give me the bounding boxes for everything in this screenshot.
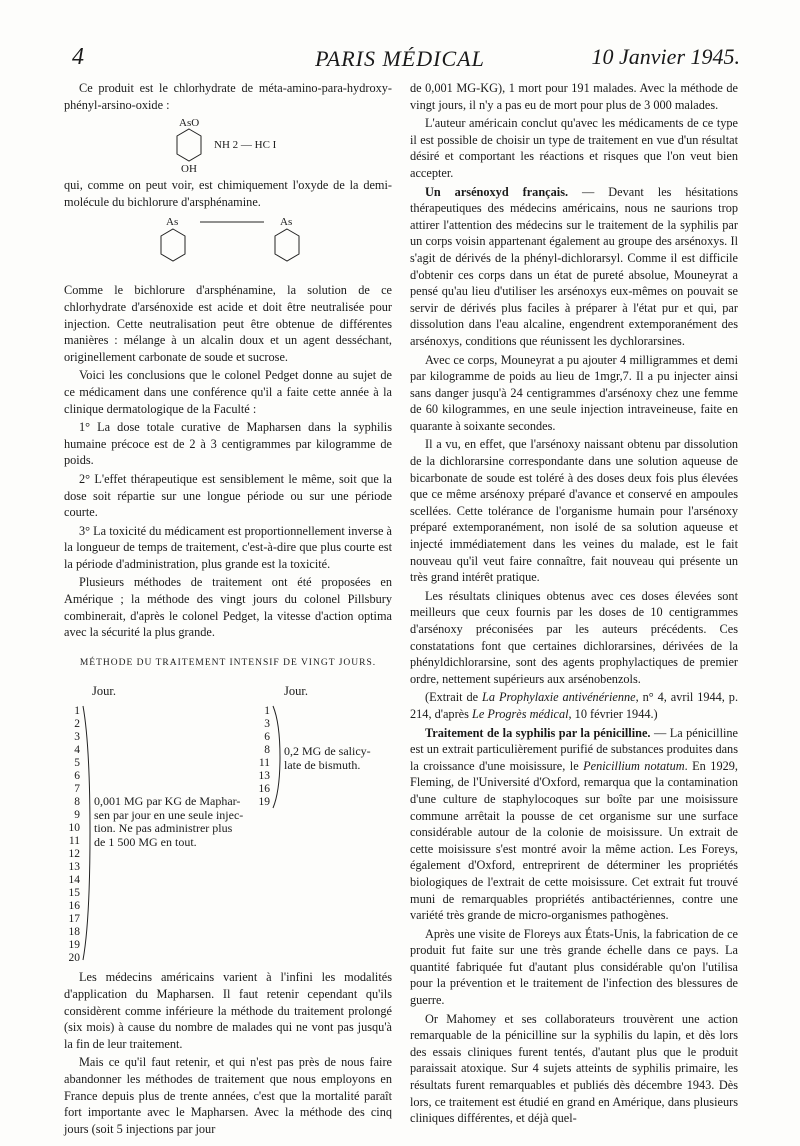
formula-label-bottom: OH — [181, 163, 197, 176]
formula-arsphenamine — [64, 214, 392, 280]
paragraph-text: — La pénicilline est un extrait particulièrement purifié de substances produites dans la croissance d'une moisissure, le — [410, 725, 739, 773]
section-heading: Un arsénoxyd français. — [425, 184, 569, 199]
bracket-left — [82, 705, 92, 961]
formula-arsenoxide — [64, 115, 392, 176]
reference — [410, 689, 738, 722]
left-column — [64, 80, 392, 1139]
paragraph-penicillin — [410, 725, 738, 924]
paragraph: de 0,001 MG-KG), 1 mort pour 191 malades. Avec la méthode de vingt jours, il n'y a pas eu de mort pour plus de 3 000 malades. — [410, 81, 738, 112]
paragraph: Voici les conclusions que le colonel Pedget donne au sujet de ce médicament dans une conférence qu'il a faite cette année à la clinique dermatologique de la Faculté : — [64, 368, 392, 416]
paragraph: Avec ce corps, Mouneyrat a pu ajouter 4 milligrammes et demi par kilogramme de poids au lieu de 1mgr,7. Il a pu injecter ainsi sans danger jusqu'à 24 centigrammes d'arsénoxy chez une femme de 60 kilogrammes, en une seule injection intraveineuse, faite en quarante à soixante secondes. — [410, 352, 738, 433]
benzene-ring — [176, 128, 202, 162]
paragraph: Après une visite de Floreys aux États-Unis, la fabrication de ce produit fut faite sur une très grande échelle dans ce pays. La quantité fabriquée fut d'autant plus considérable qu'on l'utilisa pour la prévention et le traitement de l'infection des blessures de guerre. — [410, 926, 738, 1008]
paragraph: 2° L'effet thérapeutique est sensiblement le même, soit que la dose soit répartie sur une longue période ou sur une période courte. — [64, 471, 392, 520]
jour-label-right: Jour. — [284, 684, 308, 699]
paragraph: Les médecins américains varient à l'infini les modalités d'application du Mapharsen. Il faut retenir cependant qu'ils considèrent comme inférieure la méthode du traitement prolongé (six mois) à cause du nombre de malades qui ne vont pas jusqu'à la fin de leur traitement. — [64, 970, 392, 1051]
benzene-ring — [274, 228, 300, 262]
paragraph-text: . En 1929, Fleming, de l'Université d'Oxford, remarqua que la contamination d'une culture de staphylocoques sur boîte par une moisissure commune arrêtait la pousse de cet organisme sur une surface considérable autour de la colonie de moisissure. Un extrait de cette moisissure s'est montré avoir la même action. Les Foreys, également d'Oxford, entreprirent de déterminer les propriétés biologiques de l'extrait de cette moisissure. Cet extrait fut trouvé muni de remarquables propriétés antibactériennes, contre une variété très grande de micro-organismes pathogènes. — [410, 758, 738, 923]
paragraph-text: — Devant les hésitations thérapeutiques des médecins américains, nous ne saurions trop attirer l'attention des médecins sur le traitement de la syphilis par un corps voisin appartenant également au groupe des arsénoxys. Il s'agit de dérivés de la phényl-dichlorarsyl. Comme il est difficile d'obtenir ces corps dans un état de pureté absolue, Mouneyrat a pensé qu'au lieu d'utiliser les arsénoxys eux-mêmes on pouvait se servir de dérivés plus faciles à préparer à l'état pur et qui, par dissolution dans l'eau alcaline, engendrent extemporanément des arsénoxys, conditions que réunissent les dychlorarsines. — [410, 184, 738, 348]
paragraph: Comme le bichlorure d'arsphénamine, la solution de ce chlorhydrate d'arsénoxide est acide et doit être neutralisée pour injection. Cette neutralisation peut être obtenue de différentes manières : mélange à un alcalin doux et un agent desséchant, originellement carbonate de soude et sucrose. — [64, 283, 392, 364]
page-header — [60, 44, 740, 74]
ref-journal: Le Progrès médical — [471, 706, 569, 721]
day-list-right: 1 3 6 8 11 13 16 19 — [258, 705, 270, 809]
paragraph: Ce produit est le chlorhydrate de méta-amino-para-hydroxy-phényl-arsino-oxide : — [64, 81, 392, 112]
paragraph: Il a vu, en effet, que l'arsénoxy naissant obtenu par dissolution de la dichlorarsine correspondante dans une solution aqueuse de bicarbonate de soude est toléré à des doses deux fois plus élevées que ce même arsénoxy préparé d'avance et conservé en ampoules scellées. Cette tolérance de l'organisme humain pour l'arsénoxy préparé extemporanément, non isolé de sa solution aqueuse et injecté immédiatement dans les veines du malade, est le fait nouveau qu'il veut faire connaître, fait nouveau qui présente un très grand intérêt pratique. — [410, 437, 738, 585]
ref-text: (Extrait de — [425, 690, 483, 705]
bracket-right — [272, 705, 282, 809]
page-number: 4 — [72, 44, 84, 70]
formula-label-left: As — [166, 216, 179, 229]
jour-label-left: Jour. — [92, 684, 116, 699]
ref-journal: La Prophylaxie antivénérienne — [482, 690, 636, 705]
formula-label-right: NH 2 — HC I — [214, 139, 277, 152]
issue-date: 10 Janvier 1945. — [591, 44, 740, 69]
right-column — [410, 80, 738, 1129]
ref-text: , n° 4, avril 1944, p. 214, d'après — [410, 690, 739, 721]
paragraph: Or Mahomey et ses collaborateurs trouvèrent une action remarquable de la pénicilline sur la syphilis du lapin, et dès lors des essais cliniques furent tentés, d'autant plus que le produit paraissait atoxique. Sur 4 sujets atteints de syphilis primaire, les résultats furent remarquables et publiés dès décembre 1943. Dès lors, ce traitement est étudié en grand en Amérique, dans plusieurs cliniques différentes, et déjà quel- — [410, 1011, 738, 1126]
paragraph: Les résultats cliniques obtenus avec ces doses élevées sont meilleurs que ceux fournis par les doses de 10 centigrammes d'arsénoxy préconisées par les auteurs précédents. Ces constatations font que certaines dichlorarsines, dérivées de la phényldichlorarsine, sont des agents prophylactiques de premier ordre, nettement supérieurs aux arsénobenzols. — [410, 588, 738, 686]
paragraph: L'auteur américain conclut qu'avec les médicaments de ce type il est possible de choisir un type de traitement en vue d'un résultat désiré et comportant les réactions et risques que l'on veut bien accepter. — [410, 116, 738, 180]
journal-title: PARIS MÉDICAL — [315, 46, 485, 71]
section-heading: Traitement de la syphilis par la pénicilline. — [425, 725, 651, 740]
species-name: Penicillium notatum — [583, 758, 685, 773]
treatment-scheme — [64, 675, 392, 965]
scheme-title: MÉTHODE DU TRAITEMENT INTENSIF DE VINGT JOURS. — [79, 657, 377, 668]
scheme-note-left: 0,001 MG par KG de Maphar-sen par jour en une seule injec-tion. Ne pas administrer plus de 1 500 MG en tout. — [94, 794, 244, 849]
paragraph: Plusieurs méthodes de traitement ont été proposées en Amérique ; la méthode des vingt jours du colonel Pillsbury combinerait, d'après le colonel Pedget, la vitesse d'action optima avec la sécurité la plus grande. — [64, 575, 392, 640]
formula-label-right: As — [280, 216, 293, 229]
paragraph: Mais ce qu'il faut retenir, et qui n'est pas près de nous faire abandonner les méthodes de traitement que nous employons en France depuis plus de trente années, c'est que la mortalité paraît fort importante avec le Mapharsen. Avec la méthode des cinq jours (soit 5 injections par jour — [64, 1055, 392, 1136]
paragraph: 1° La dose totale curative de Mapharsen dans la syphilis humaine précoce est de 2 à 3 centigrammes par kilogramme de poids. — [64, 420, 392, 468]
paragraph: 3° La toxicité du médicament est proportionnellement inverse à la longueur de temps de traitement, c'est-à-dire que plus courte est la période d'administration, plus grande est la toxicité. — [64, 523, 392, 571]
double-bond-line — [200, 220, 264, 224]
day-list-left: 1 2 3 4 5 6 7 8 9 10 11 12 13 14 15 16 17 18 19 20 — [68, 705, 80, 965]
paragraph-arsenoxyd — [410, 184, 738, 350]
paragraph: qui, comme on peut voir, est chimiquement l'oxyde de la demi-molécule du bichlorure d'arsphénamine. — [64, 178, 392, 209]
ref-text: , 10 février 1944.) — [568, 706, 658, 721]
formula-label-top: AsO — [179, 117, 200, 130]
benzene-ring — [160, 228, 186, 262]
scheme-note-right: 0,2 MG de salicy-late de bismuth. — [284, 744, 371, 772]
